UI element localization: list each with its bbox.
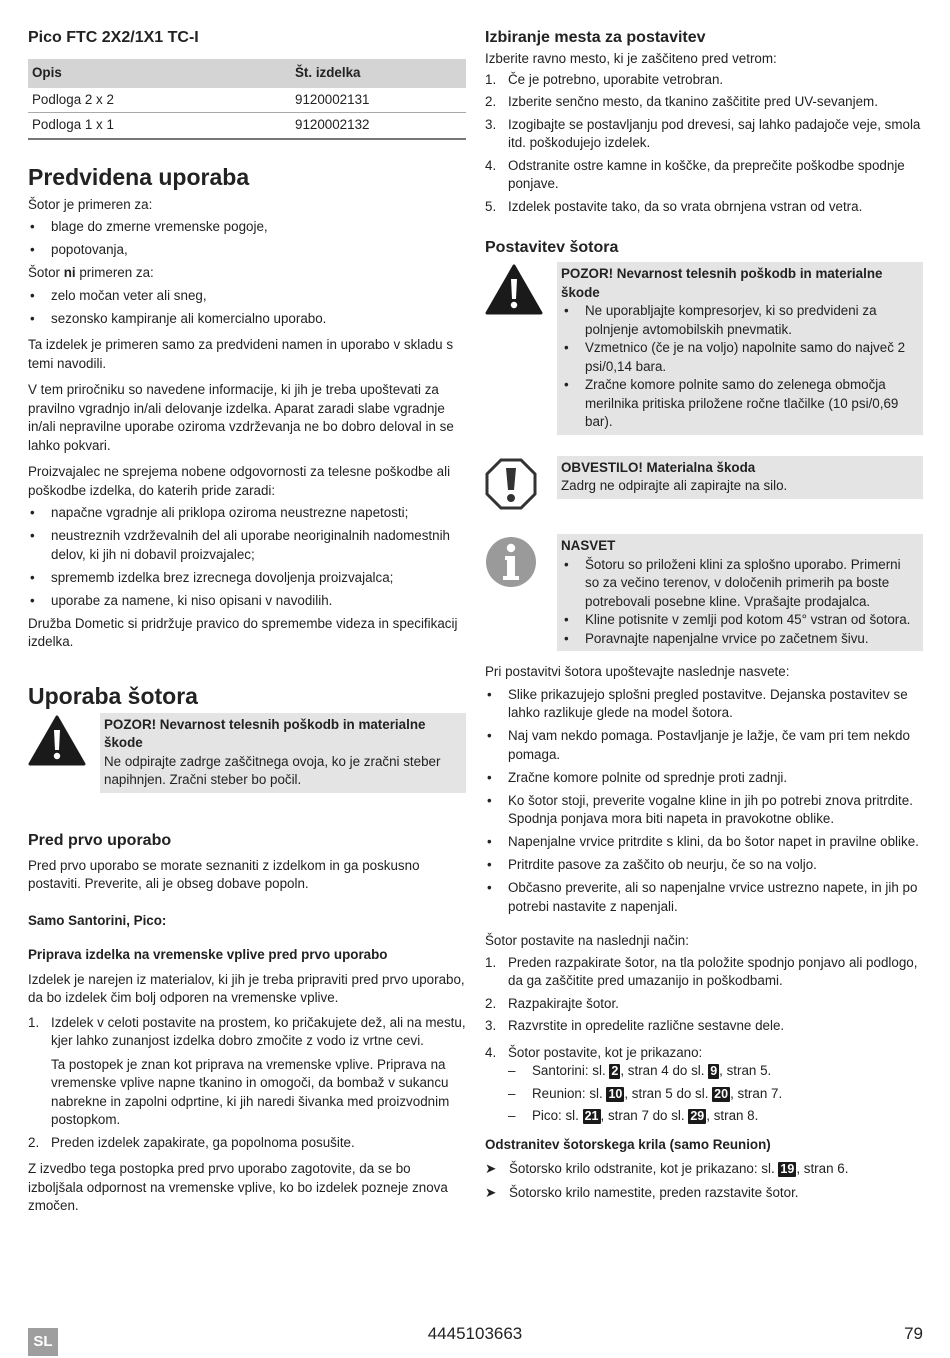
list-item: • neustreznih vzdrževalnih del ali uporabe neoriginalnih nadomestnih delov, ki jih ni dobavil proizvajalec; (30, 528, 450, 562)
bullet-icon: • (564, 556, 569, 572)
list-item: 1. Če je potrebno, uporabite vetrobran. (485, 71, 923, 90)
product-title: Pico FTC 2X2/1X1 TC-I (28, 29, 199, 46)
bullet-icon: • (487, 834, 492, 849)
not-suitable-list (28, 287, 466, 329)
list-item: • sprememb izdelka brez izrecnega dovoljenja proizvajalca; (28, 569, 466, 588)
arrow-icon: ➤ (485, 1185, 497, 1200)
figure-ref: 2 (611, 1064, 619, 1078)
table-row (28, 88, 466, 113)
list-item: 1. Izdelek v celoti postavite na prostem, ko pričakujete dež, ali na mestu, kjer lahko zunanjost izdelka dobro zmočite z vodo iz vrtne cevi. Ta postopek je znan kot priprava na vremenske vplive. Priprava na vremenske vplive napne tkanino in omogoči, da bombaž v sukancu nabrekne in zapolni odprtine, ki jih naredi šivanka med proizvodnim postopkom. (28, 1014, 466, 1130)
list-item: 5. Izdelek postavite tako, da so vrata obrnjena vstran od vetra. (485, 198, 923, 217)
caution-list (561, 302, 917, 432)
list-item: 3. Izogibajte se postavljanju pod drevesi, saj lahko padajoče veje, smola itd. poškodujejo izdelek. (485, 116, 921, 150)
usage-heading: Uporaba šotora (28, 682, 198, 709)
warning-triangle-icon (28, 713, 100, 773)
list-item: • Zračne komore polnite od sprednje proti zadnji. (485, 769, 923, 788)
bullet-icon: • (564, 377, 569, 392)
table-row (28, 113, 466, 139)
step-number: 5. (485, 198, 497, 214)
left-column (28, 28, 466, 1216)
figure-ref: 21 (584, 1109, 599, 1123)
intended-use-paragraph: Družba Dometic si pridržuje pravico do spremembe videza in specifikacij izdelka. (28, 615, 458, 649)
table-cell: 9120002132 (291, 113, 466, 139)
site-intro: Izberite ravno mesto, ki je zaščiteno pred vetrom: (485, 51, 777, 66)
list-item: • Pritrdite pasove za zaščito ob neurju, če so na voljo. (485, 856, 923, 875)
page-number: 79 (904, 1324, 923, 1343)
caution-title: POZOR! Nevarnost telesnih poškodb in materialne škode (561, 266, 883, 300)
list-item: 4. Šotor postavite, kot je prikazano: – Santorini: sl. 2 , stran 4 do sl. 9 , stran 5. – Reunion: sl. 10 , stran 5 do sl. 20 , stran 7. – Pico: sl. 21 , stran 7 do sl. 29 , stran 8. (485, 1044, 923, 1126)
notice-text: Zadrg ne odpirajte ali zapirajte na silo. (561, 478, 788, 493)
list-item: • sezonsko kampiranje ali komercialno uporabo. (28, 310, 466, 329)
weather-prep-note: Ta postopek je znan kot priprava na vremenske vplive. Priprava na vremenske vplive napne tkanino in omogoči, da bombaž v sukancu nabrekne in zapolni odprtine, ki jih naredi šivanka med proizvodnim postopkom. (51, 1056, 450, 1127)
bullet-icon: • (564, 303, 569, 318)
bullet-icon: • (564, 340, 569, 355)
bullet-icon: • (30, 505, 35, 520)
dash-icon: – (508, 1085, 516, 1101)
table-cell: Podloga 1 x 1 (28, 113, 291, 139)
notice-box (557, 456, 923, 499)
list-item: – Reunion: sl. 10 , stran 5 do sl. 20 , stran 7. (508, 1085, 923, 1104)
bullet-icon: • (30, 242, 35, 257)
figure-ref: 9 (710, 1064, 718, 1078)
step-number: 2. (485, 995, 497, 1011)
caution-notice (28, 713, 466, 793)
bullet-icon: • (487, 857, 492, 872)
tips-list (485, 686, 923, 917)
right-column (485, 28, 923, 1209)
arrow-icon: ➤ (485, 1160, 497, 1176)
list-item: • zelo močan veter ali sneg, (28, 287, 466, 306)
list-item: • blage do zmerne vremenske pogoje, (28, 218, 466, 237)
weather-prep-paragraph: Izdelek je narejen iz materialov, ki jih je treba pripraviti pred prvo uporabo, da bo izdelek čim bolj odporen na vremenske vplive. (28, 971, 465, 1005)
spec-table (28, 59, 466, 140)
setup-caution-notice (485, 262, 923, 435)
bullet-icon: • (30, 287, 35, 303)
step-number: 1. (485, 71, 497, 87)
step-number: 1. (28, 1014, 40, 1030)
notice-exclamation-octagon-icon (485, 456, 557, 516)
model-figure-list (508, 1062, 923, 1126)
suitable-intro: Šotor je primeren za: (28, 196, 153, 212)
warning-triangle-icon (485, 262, 557, 322)
wing-list (485, 1160, 923, 1203)
caution-box (557, 262, 923, 435)
bullet-icon: • (487, 686, 492, 702)
list-item: 4. Odstranite ostre kamne in koščke, da preprečite poškodbe spodnje ponjave. (485, 157, 905, 191)
list-item: • Kline potisnite v zemlji pod kotom 45° vstran od šotora. (561, 611, 917, 630)
list-item: • Vzmetnico (če je na voljo) napolnite samo do največ 2 psi/0,14 bara. (564, 340, 906, 374)
intended-use-paragraph: Ta izdelek je primeren samo za predvideni namen in uporabo v skladu s temi navodili. (28, 337, 454, 371)
list-item: • Šotoru so priloženi klini za splošno uporabo. Primerni so za večino terenov, v določenih primerih pa boste potrebovali posebne kline. Vprašajte prodajalca. (564, 556, 901, 609)
bullet-icon: • (487, 792, 492, 808)
step-number: 4. (485, 157, 497, 173)
list-item: • Napenjalne vrvice pritrdite s klini, da bo šotor napet in pravilne oblike. (485, 833, 923, 852)
figure-ref: 29 (690, 1109, 705, 1123)
bullet-icon: • (487, 728, 492, 743)
tip-box (557, 534, 923, 651)
caution-box (100, 713, 466, 793)
table-header-article-number: Št. izdelka (291, 59, 466, 88)
table-cell: Podloga 2 x 2 (28, 88, 291, 113)
weather-prep-steps (28, 1014, 466, 1153)
step-number: 3. (485, 116, 497, 132)
bullet-icon: • (30, 528, 35, 543)
bullet-icon: • (30, 219, 35, 234)
step-number: 4. (485, 1044, 497, 1060)
list-item: – Pico: sl. 21 , stran 7 do sl. 29 , stran 8. (508, 1107, 923, 1126)
figure-ref: 10 (608, 1086, 623, 1101)
bullet-icon: • (487, 880, 492, 895)
table-header-description: Opis (28, 59, 291, 88)
info-circle-icon (485, 534, 557, 594)
suitable-list (28, 218, 466, 260)
list-item: 2. Preden izdelek zapakirate, ga popolnoma posušite. (28, 1134, 466, 1153)
list-item: 1. Preden razpakirate šotor, na tla položite spodnjo ponjavo ali podlogo, da ga zaščitite pred umazanijo in poškodbami. (485, 954, 918, 988)
material-notice (485, 456, 923, 516)
table-header-row (28, 59, 466, 88)
tip-list (561, 556, 917, 649)
document-code: 4445103663 (427, 1324, 523, 1343)
list-item: 3. Razvrstite in opredelite različne sestavne dele. (485, 1017, 923, 1036)
bullet-icon: • (30, 310, 35, 326)
figure-ref: 19 (780, 1161, 795, 1176)
first-use-paragraph: Pred prvo uporabo se morate seznaniti z izdelkom in ga poskusno postaviti. Preverite, ali je obseg dobave popoln. (28, 857, 420, 891)
bullet-icon: • (487, 769, 492, 785)
dash-icon: – (508, 1108, 516, 1123)
list-item: • Slike prikazujejo splošni pregled postavitve. Dejanska postavitev se lahko razlikuje glede na model šotora. (487, 686, 908, 720)
list-item: • Naj vam nekdo pomaga. Postavljanje je lažje, če vam pri tem nekdo pomaga. (487, 728, 910, 762)
weather-prep-closing: Z izvedbo tega postopka pred prvo uporabo zagotovite, da se bo izboljšala odpornost na vremenske vplive, ko bo izdelek pozneje znova zmočen. (28, 1161, 448, 1213)
procedure-intro: Šotor postavite na naslednji način: (485, 933, 689, 948)
intended-use-heading: Predvidena uporaba (28, 163, 250, 190)
step-number: 2. (485, 94, 497, 109)
list-item: • Poravnajte napenjalne vrvice po začetnem šivu. (561, 630, 917, 649)
weather-prep-heading: Priprava izdelka na vremenske vplive pred prvo uporabo (28, 946, 388, 962)
liability-list (28, 504, 466, 610)
bullet-icon: • (564, 612, 569, 627)
language-badge: SL (28, 1328, 58, 1356)
caution-title: POZOR! Nevarnost telesnih poškodb in materialne škode (104, 716, 426, 750)
bullet-icon: • (564, 630, 569, 646)
table-cell: 9120002131 (291, 88, 466, 113)
wing-heading: Odstranitev šotorskega krila (samo Reunion) (485, 1136, 771, 1152)
list-item: 2. Izberite senčno mesto, da tkanino zaščitite pred UV-sevanjem. (485, 93, 923, 112)
list-item: • Ko šotor stoji, preverite vogalne kline in jih po potrebi znova pritrdite. Spodnja ponjava mora biti napeta in pravokotne oblike. (487, 792, 913, 826)
bullet-icon: • (30, 569, 35, 585)
list-item: • Zračne komore polnite samo do zelenega območja merilnika pritiska priložene ročne tlačilke (10 psi/0,69 bar). (564, 377, 899, 429)
notice-title: OBVESTILO! Materialna škoda (561, 459, 756, 475)
procedure-steps (485, 954, 923, 1126)
tips-intro: Pri postavitvi šotora upoštevajte naslednje nasvete: (485, 664, 790, 679)
figure-ref: 20 (714, 1086, 729, 1101)
not-suitable-intro: Šotor ni primeren za: (28, 265, 154, 280)
list-item: • napačne vgradnje ali priklopa oziroma neustrezne napetosti; (28, 504, 466, 523)
site-heading: Izbiranje mesta za postavitev (485, 29, 706, 46)
site-steps (485, 71, 923, 217)
list-item: • popotovanja, (28, 241, 466, 260)
step-number: 3. (485, 1018, 497, 1033)
tip-notice (485, 534, 923, 651)
list-item: • uporabe za namene, ki niso opisani v navodilih. (28, 592, 466, 611)
liability-intro: Proizvajalec ne sprejema nobene odgovornosti za telesne poškodbe ali poškodbe izdelka, do katerih pride zaradi: (28, 464, 451, 498)
bullet-icon: • (30, 592, 35, 608)
first-use-heading: Pred prvo uporabo (28, 831, 172, 849)
list-item: – Santorini: sl. 2 , stran 4 do sl. 9 , stran 5. (508, 1062, 923, 1081)
step-number: 2. (28, 1134, 40, 1150)
step-number: 1. (485, 954, 497, 970)
only-models-heading: Samo Santorini, Pico: (28, 912, 167, 928)
list-item: • Ne uporabljajte kompresorjev, ki so predvideni za polnjenje avtomobilskih pnevmatik. (564, 303, 877, 337)
tip-title: NASVET (561, 538, 616, 553)
list-item: 2. Razpakirajte šotor. (485, 995, 923, 1014)
caution-text: Ne odpirajte zadrge zaščitnega ovoja, ko je zračni steber napihnjen. Zračni steber bo počil. (104, 753, 441, 787)
list-item: • Občasno preverite, ali so napenjalne vrvice ustrezno napete, in jih po potrebi nastavite z napenjali. (487, 880, 918, 914)
list-item: ➤ Šotorsko krilo odstranite, kot je prikazano: sl. 19 , stran 6. (485, 1160, 923, 1179)
setup-heading: Postavitev šotora (485, 239, 619, 256)
intended-use-paragraph: V tem priročniku so navedene informacije, ki jih je treba upoštevati za pravilno vgradnjo in/ali delovanje izdelka. Aparat zaradi slabe vgradnje in/ali nepravilne uporabe oziroma vzdrževanja ne bo dobro deloval in se lahko pokvari. (28, 382, 454, 453)
dash-icon: – (508, 1063, 516, 1078)
list-item: ➤ Šotorsko krilo namestite, preden razstavite šotor. (485, 1184, 923, 1203)
